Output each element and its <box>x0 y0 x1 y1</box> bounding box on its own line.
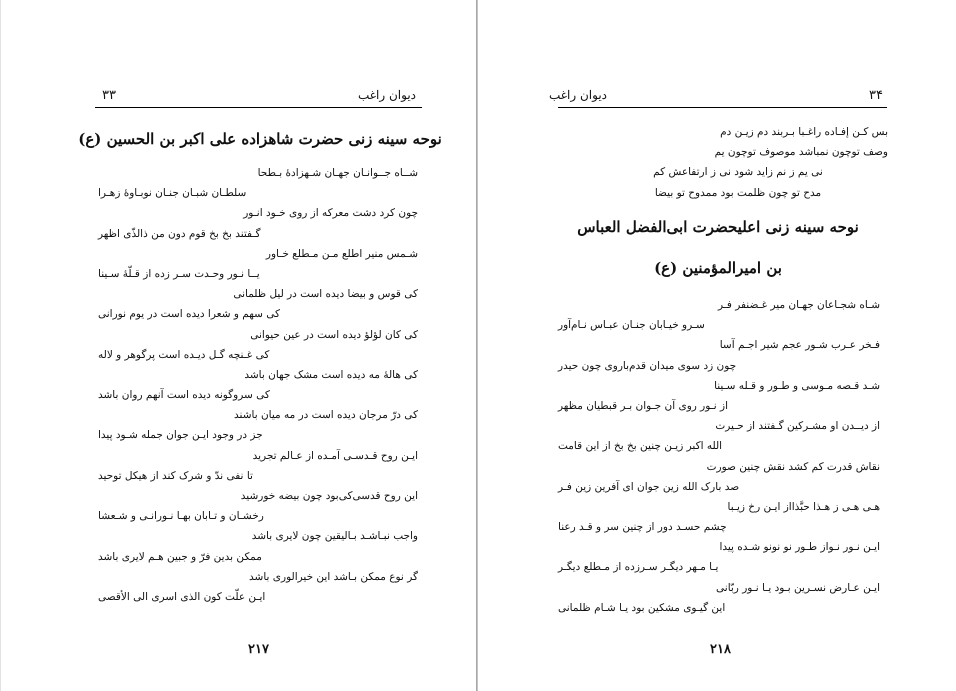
left-running-title: دیوان راغب <box>357 88 416 102</box>
verse-line: هـی هـی ز هـذا حبَّذااز ایـن رخ زیـبا <box>727 500 880 513</box>
verse-line: الله اکبر زیـن چنین بخ بخ از این قامت <box>558 440 723 453</box>
right-poem-heading-line2: بن امیرالمؤمنین (ع) <box>654 259 782 277</box>
verse-line: شـد قـصه مـوسی و طـور و قـله سـینا <box>714 379 880 392</box>
verse-line: ایـن روح قـدسـی آمـده از عـالم تجرید <box>252 449 418 462</box>
verse-line: یـا مـهر دیگـر سـرزده از مـطلع دیگـر <box>558 561 719 574</box>
right-page-number: ۳۴ <box>869 88 883 103</box>
verse-line: واجب نبـاشـد بـالیقین چون لایری باشد <box>251 530 418 543</box>
verse-line: کی هالهٔ مه دیده است مشک جهان باشد <box>244 368 418 381</box>
verse-line: تا نفی ندّ و شرک کند از هیکل توحید <box>98 469 253 482</box>
verse-line: کی قوس و بیضا دیده است در لیل ظلمانی <box>233 288 418 301</box>
verse-line: فـخر عـرب شـور عجم شیر اجـم آسا <box>719 339 880 352</box>
verse-line: ایـن نـور نـواز طـور نو نونو شـده پیدا <box>719 541 880 554</box>
left-folio: ۲۱۷ <box>248 642 269 657</box>
verse-line: نی یم ز نم زاید شود نی ز ارتفاعش کم <box>653 166 823 179</box>
verse-line: کی سروگونه دیده است آنهم روان باشد <box>98 389 270 402</box>
verse-line: ایـن عـارض نسـرین بـود یـا نـور ربّانی <box>716 581 880 594</box>
verse-line: از نـور روی آن جـوان بـر قبطیان مظهر <box>558 399 728 412</box>
right-page <box>478 0 956 691</box>
verse-line: گر نوع ممکن بـاشد این خیرالوری باشد <box>249 570 418 583</box>
left-page-number: ۳۳ <box>102 88 116 103</box>
right-closing-lines <box>588 122 888 203</box>
verse-line: سلطـان شبـان جنـان نوبـاوهٔ زهـرا <box>98 187 247 200</box>
verse-line: گـفتند بخ بخ قوم دون من ذالذّی اظهر <box>98 227 261 240</box>
verse-line: کی درّ مرجان دیده است در مه میان باشند <box>234 409 418 422</box>
verse-line: چون زد سوی میدان قدم‌باروی چون حیدر <box>558 359 737 372</box>
verse-line: چون کرد دشت معرکه از روی خـود انـور <box>243 207 418 220</box>
verse-line: چشم حسـد دور از چنین سر و قـد رعنا <box>558 521 727 534</box>
verse-line: رخشـان و تـابان بهـا نـورانـی و شـعشا <box>98 510 264 523</box>
verse-line: کی غـنچه گـل دیـده است پرگوهر و لاله <box>98 348 270 361</box>
right-poem-heading-line1: نوحه سینه زنی اعلیحضرت ابی‌الفضل العباس <box>577 218 859 236</box>
left-poem-heading: نوحه سینه زنی حضرت شاهزاده علی اکبر بن الحسین (ع) <box>78 130 442 148</box>
left-edge <box>0 0 1 691</box>
verse-line: وصف توچون نمباشد موصوف توچون یم <box>714 146 888 159</box>
right-page-header <box>478 86 956 106</box>
verse-line: کی سهم و شعرا دیده است در یوم نورانی <box>98 308 280 321</box>
left-page-header <box>0 86 478 106</box>
verse-line: این گیـوی مشکین بود یـا شـام ظلمانی <box>558 601 726 614</box>
verse-line: جز در وجود ایـن جوان جمله شـود پیدا <box>98 429 263 442</box>
verse-line: مدح تو چون ظلمت بود ممدوح تو بیضا <box>654 186 822 199</box>
verse-line: از دیــدن او مشـرکین گـفتند از حـیرت <box>715 420 880 433</box>
verse-line: شــاه جــوانـان جهـان شـهزادهٔ بـطحا <box>257 167 418 179</box>
right-running-title: دیوان راغب <box>548 88 607 102</box>
verse-line: کی کان لؤلؤ دیده است در عین حیوانی <box>250 328 418 341</box>
verse-line: یــا نـور وحـدت سـر زده از قـلّهٔ سـینا <box>98 267 260 280</box>
verse-line: ایـن علّت کون الذی اسری الی الأقصی <box>98 590 266 603</box>
right-poem-lines <box>558 295 880 618</box>
verse-line: این روح قدسی‌کی‌بود چون بیضه خورشید <box>240 490 418 502</box>
left-poem-lines <box>98 163 418 607</box>
right-folio: ۲۱۸ <box>710 642 731 657</box>
verse-line: صد بارک الله زین جوان ای آفرین زین فـر <box>558 480 740 493</box>
right-header-rule <box>558 107 887 108</box>
verse-line: شـمس منیر اطلع مـن مـطلع خـاور <box>265 247 418 260</box>
verse-line: بس کـن إفـاده راغـبا بـربند دم زیـن دم <box>720 126 888 138</box>
verse-line: شـاه شجـاعان جهـان میر غـضنفر فـر <box>717 299 880 311</box>
left-header-rule <box>95 107 422 108</box>
verse-line: سـرو خیـابان جنـان عبـاس نـام‌آور <box>558 319 705 332</box>
verse-line: ممکن بدین فرّ و جبین هـم لایری باشد <box>98 550 262 563</box>
verse-line: نقاش قدرت کم کشد نقش چنین صورت <box>706 460 880 473</box>
